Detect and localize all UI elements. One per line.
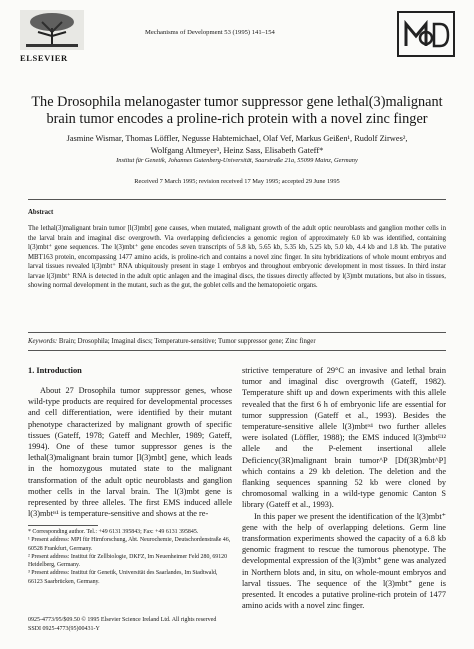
keywords-label: Keywords: (28, 338, 58, 345)
author-list (18, 133, 456, 156)
copyright-footer (28, 616, 216, 633)
footnote-rule (28, 525, 98, 526)
intro-paragraph-3: In this paper we present the identification of the l(3)mbt⁺ gene with the help of overlapping deletions. Germ line transformation experiments showed the capacity of a 6.8 kb genomic fragment to rescue the tumorous phenotype. The developmental expression of the l(3)mbt⁺ gene was analyzed in Northern blots and, in situ, on whole-mount embryos and larval tissues. The sequence of the l(3)mbt⁺ gene is presented. It encodes a putative proline-rich protein of 1477 amino acids with a novel zinc finger. (242, 511, 446, 611)
section-heading: 1. Introduction (28, 366, 82, 375)
journal-reference: Mechanisms of Development 53 (1995) 141–154 (145, 29, 275, 36)
keywords-text: Brain; Drosophila; Imaginal discs; Temperature-sensitive; Tumor suppressor gene; Zinc finger (57, 338, 316, 345)
affiliation: Institut für Genetik, Johannes Gutenberg-Universität, Saarstraße 21a, 55099 Mainz, Germany (116, 157, 358, 164)
footnote: ³ Present address: Institut für Genetik, Universität des Saarlandes, Im Stadtwald, 66123 Saarbrücken, Germany. (28, 570, 218, 585)
footnotes (28, 528, 232, 586)
authors-line-2: Wolfgang Altmeyer³, Heinz Sass, Elisabeth Gateff* (150, 145, 324, 155)
intro-paragraph-2: strictive temperature of 29°C an invasive and lethal brain tumor and imaginal disc overgrowth (Gateff, 1982). Temperature shift up and down experiments with this allele revealed that the first 6 h of embryonic life are essential for tumor suppression (Gateff et al., 1993). Besides the temperature-sensitive allele l(3)mbtᵗˢ¹ two further alleles were isolated (Löffler, 1988); the EMS induced l(3)mbtᴱ¹² allele and the P-element insertional allele Deficiency(3R)malignant brain tumor^P [Df(3R)mbt^P] which contains a 29 kb deletion. The deletion and the flanking sequences spanning 52 kb were cloned by chromosomal walking in a wild-type genomic Canton S library (Gateff et al., 1993). (242, 366, 446, 510)
divider (28, 350, 446, 351)
footnote: * Corresponding author. Tel.: +49 6131 395843; Fax: +49 6131 395845. (28, 529, 199, 535)
divider (28, 332, 446, 333)
right-column (242, 365, 446, 611)
footnote: ² Present address: Institut für Zellbiologie, DKFZ, Im Neuenheimer Feld 280, 69120 Heidelberg, Germany. (28, 553, 228, 569)
title-line-2: brain tumor encodes a proline-rich protein with a novel zinc finger (46, 111, 428, 127)
footnote: ¹ Present address: MPI für Hirnforschung, Abt. Neurochemie, Deutschordenstraße 46, 60528 Frankfurt, Germany. (28, 537, 231, 552)
publisher-name: ELSEVIER (20, 53, 68, 63)
ssdi-line: SSDI 0925-4773(95)00431-Y (28, 625, 100, 632)
copyright-line: 0925-4773/95/$09.50 © 1995 Elsevier Science Ireland Ltd. All rights reserved (28, 617, 217, 623)
left-column (28, 385, 232, 519)
title-line-1: The Drosophila melanogaster tumor suppressor gene lethal(3)malignant (31, 94, 443, 110)
abstract-heading: Abstract (28, 209, 54, 216)
received-dates: Received 7 March 1995; revision received 17 May 1995; accepted 29 June 1995 (134, 178, 340, 185)
elsevier-tree-logo (20, 10, 84, 50)
article-title (14, 94, 460, 128)
abstract-text: The lethal(3)malignant brain tumor [l(3)mbt] gene causes, when mutated, malignant growth of the adult optic neuroblasts and ganglion mother cells in the larval brain and imaginal disc overgrowth. Via overlapping deficiencies a genomic region of approximately 6.0 kb was identified, containing l(3)mbt⁺ gene sequences. The l(3)mbt⁺ gene encodes seven transcripts of 5.8 kb, 5.65 kb, 5.35 kb, 5.25 kb, 5.0 kb, 4.4 kb and 1.8 kb. The putative MBT163 protein, encompassing 1477 amino acids, is proline-rich and contains a novel zinc finger. In situ hybridizations of whole mount embryos and larval tissues revealed l(3)mbt⁺ RNA ubiquitously present in stage 1 embryos and throughout embryonic development in most tissues. In third instar larvae l(3)mbt⁺ RNA is detected in the adult optic anlagen and the imaginal discs, the tissues directly affected by l(3)mbt mutations, but also in tissues, showing normal development in the mutant, such as the gut, the goblet cells and the hematopoietic organs. (28, 225, 446, 289)
divider (28, 199, 446, 200)
intro-paragraph-1: About 27 Drosophila tumor suppressor genes, whose wild-type products are required for developmental processes and cell differentiation, were identified by their mutant phenotype characterized by malignant growth of specific tissues (Gateff, 1978; Gateff and Mechler, 1989; Gateff, 1994). One of these tumor suppressor genes is the lethal(3)malignant brain tumor [l(3)mbt] gene, which leads in the homozygous mutated state to the malignant transformation of the adult optic neuroblasts and ganglion mother cells in the larval brain. The l(3)mbt gene is represented by three alleles. The first EMS induced allele l(3)mbtᵗˢ¹ is temperature-sensitive and shows at the re- (28, 386, 232, 519)
authors-line-1: Jasmine Wismar, Thomas Löffler, Negusse Habtemichael, Olaf Vef, Markus Geißen¹, Rudolf Zirwes², (66, 134, 408, 143)
journal-logo (396, 10, 456, 58)
keywords (28, 338, 316, 345)
